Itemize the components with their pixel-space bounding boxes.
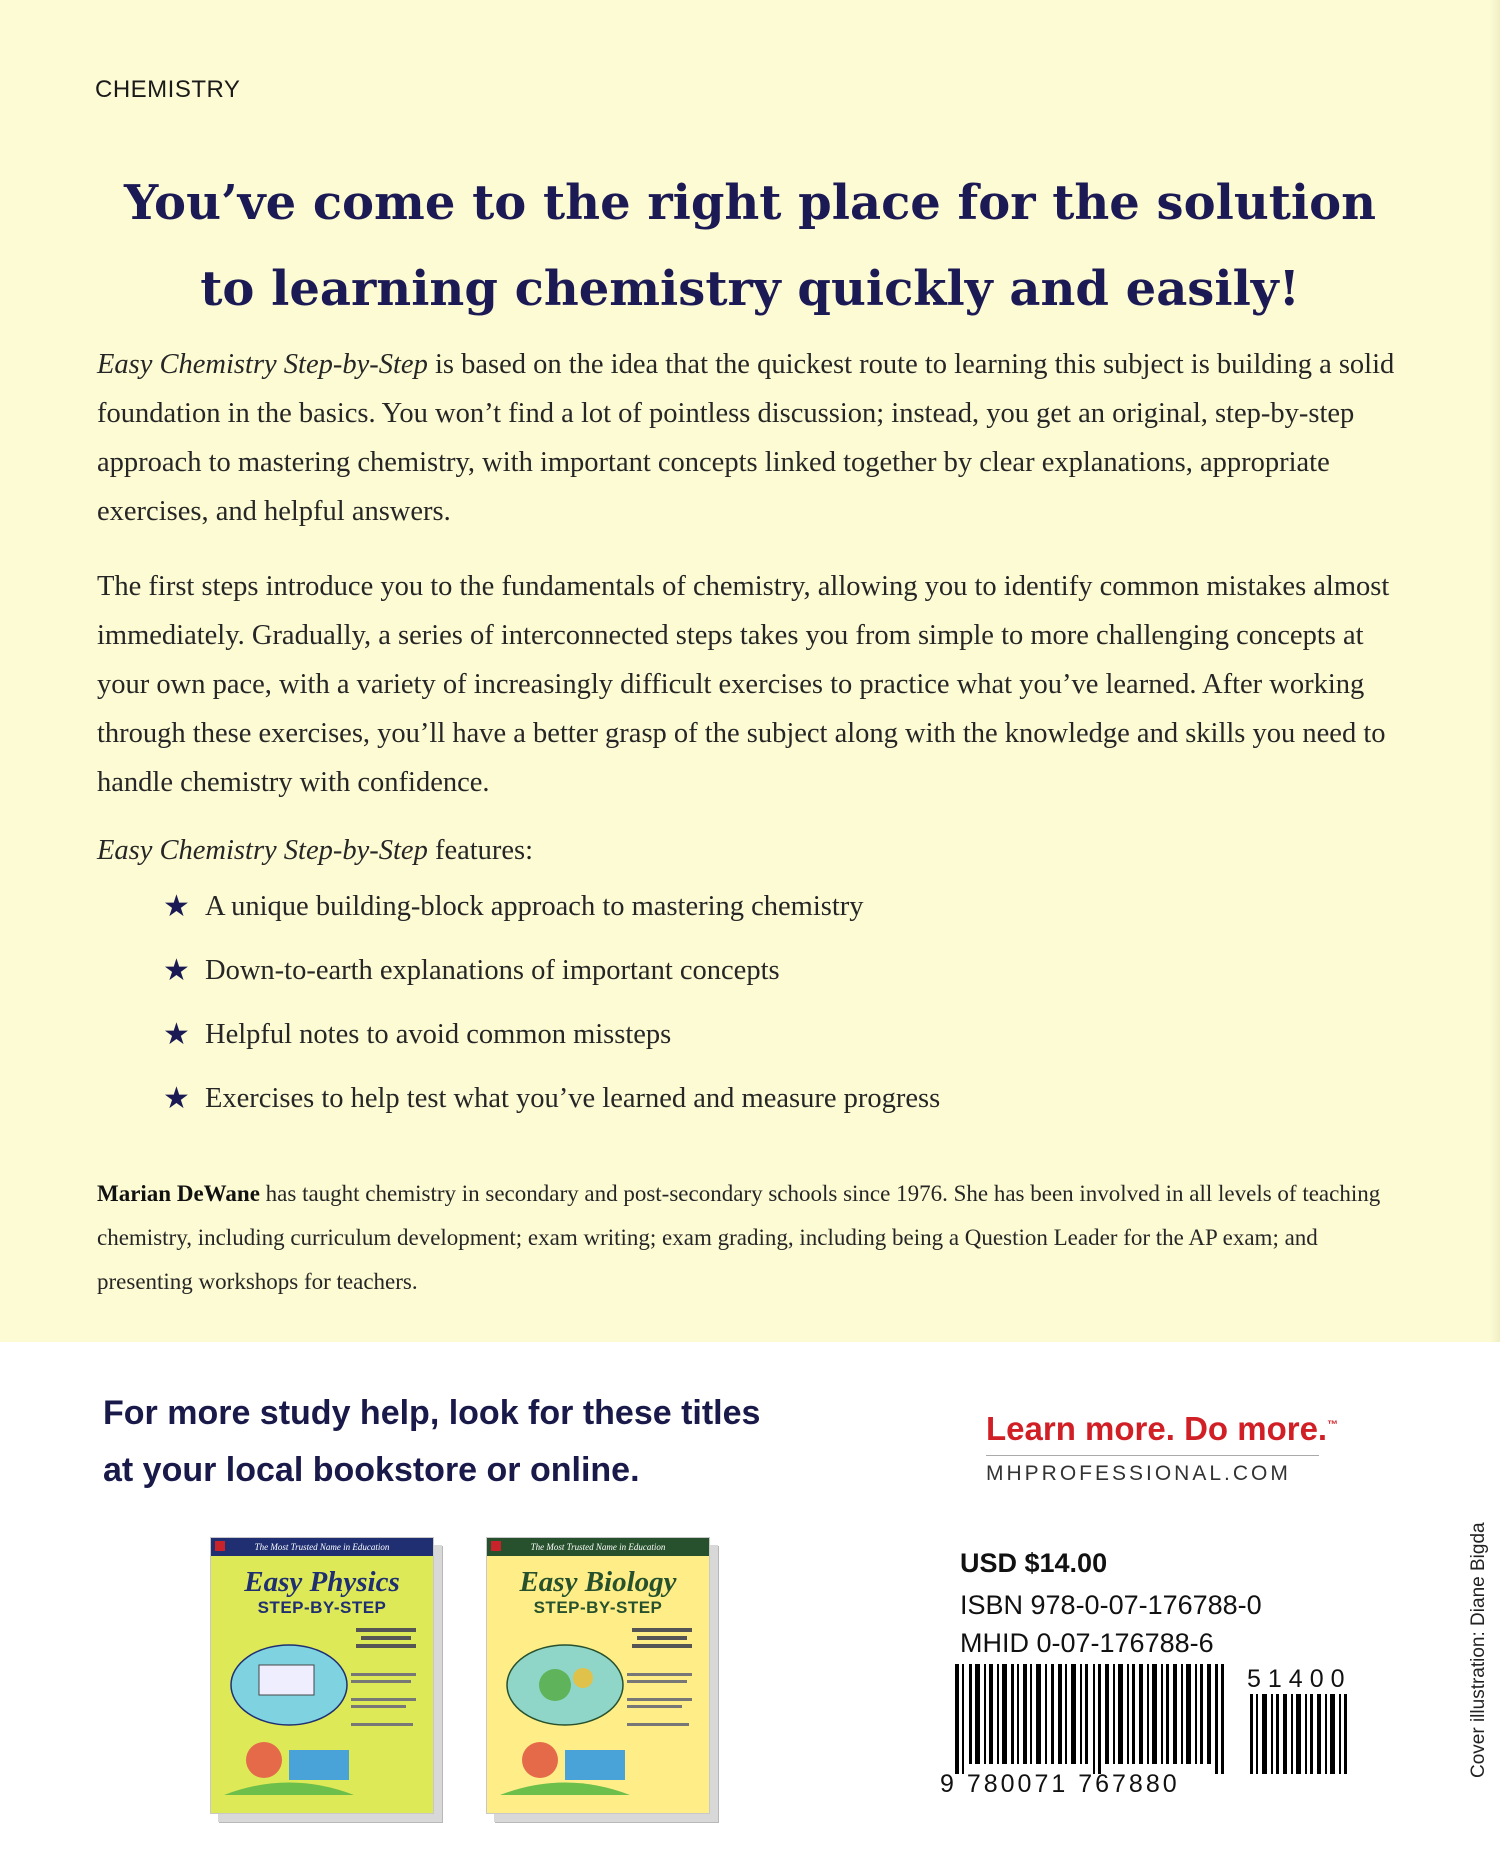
second-paragraph: The first steps introduce you to the fundamentals of chemistry, allowing you to identify common mistakes almost immediately. Gradually, a series of interconnected steps takes you from simple to more challenging concepts at your own pace, with a variety of increasingly difficult exercises to practice what you’ve learned. After working through these exercises, you’ll have a better grasp of the subject along with the knowledge and skills you need to handle chemistry with confidence. — [97, 571, 1390, 798]
trademark-mark: ™ — [1327, 1419, 1339, 1431]
mhid: MHID 0-07-176788-6 — [960, 1628, 1214, 1658]
cover-blurb-icon — [627, 1628, 697, 1750]
author-bio — [97, 1172, 1397, 1304]
feature-list — [163, 887, 940, 1143]
more-help-line-1: For more study help, look for these titles — [103, 1394, 761, 1432]
related-book-biology — [486, 1537, 710, 1814]
page-edge — [1490, 0, 1500, 1342]
price: USD $14.00 — [960, 1548, 1108, 1578]
cover-illustration-icon — [495, 1630, 635, 1800]
feature-text: A unique building-block approach to mastering chemistry — [205, 891, 864, 922]
features-intro — [97, 835, 533, 867]
author-bio-text: has taught chemistry in secondary and post-secondary schools since 1976. She has been involved in all levels of teaching chemistry, including curriculum development; exam writing; exam grading, including being a Question Leader for the AP exam; and presenting workshops for teachers. — [97, 1181, 1381, 1294]
cover-blurb-icon — [351, 1628, 421, 1750]
related-book-physics — [210, 1537, 434, 1814]
cover-illustration-icon — [219, 1630, 359, 1800]
star-icon: ★ — [163, 1017, 190, 1052]
headline-line-1: You’ve come to the right place for the solution — [123, 175, 1377, 231]
intro-paragraph — [97, 340, 1397, 536]
price-code: 51400 — [1247, 1665, 1352, 1693]
star-icon: ★ — [163, 889, 190, 924]
feature-text: Helpful notes to avoid common missteps — [205, 1019, 672, 1050]
book-title: Easy Biology — [519, 1566, 677, 1598]
divider — [986, 1455, 1319, 1456]
feature-text: Exercises to help test what you’ve learned and measure progress — [205, 1083, 941, 1114]
isbn: ISBN 978-0-07-176788-0 — [960, 1590, 1262, 1620]
star-icon: ★ — [163, 1081, 190, 1116]
series-band: The Most Trusted Name in Education — [487, 1538, 709, 1556]
publisher-logo-icon — [215, 1541, 225, 1551]
feature-item — [163, 1079, 940, 1143]
category-label: CHEMISTRY — [95, 76, 241, 103]
feature-item — [163, 951, 940, 1015]
publisher-tagline — [986, 1410, 1338, 1448]
intro-paragraph-text: is based on the idea that the quickest route to learning this subject is building a solid foundation in the basics. You won’t find a lot of pointless discussion; instead, you get an original, step-by-step approach to mastering chemistry, with important concepts linked together by clear explanations, appropriate exercises, and helpful answers. — [97, 349, 1395, 527]
cover-credit: Cover illustration: Diane Bigda — [1468, 1522, 1489, 1778]
author-name: Marian DeWane — [97, 1181, 260, 1206]
barcode-digits: 9 780071 767880 — [940, 1770, 1180, 1798]
feature-item — [163, 1015, 940, 1079]
publisher-website: MHPROFESSIONAL.COM — [986, 1462, 1291, 1485]
features-intro-text: features: — [427, 835, 534, 866]
book-title-italic: Easy Chemistry Step-by-Step — [97, 349, 428, 380]
features-book-title: Easy Chemistry Step-by-Step — [97, 835, 428, 866]
headline — [60, 160, 1440, 332]
feature-text: Down-to-earth explanations of important concepts — [205, 955, 780, 986]
star-icon: ★ — [163, 953, 190, 988]
series-band: The Most Trusted Name in Education — [211, 1538, 433, 1556]
book-subtitle: STEP-BY-STEP — [257, 1598, 387, 1617]
more-help-line-2: at your local bookstore or online. — [103, 1451, 640, 1489]
publisher-logo-icon — [491, 1541, 501, 1551]
book-subtitle: STEP-BY-STEP — [533, 1598, 663, 1617]
headline-line-2: to learning chemistry quickly and easily! — [200, 261, 1300, 317]
feature-item — [163, 887, 940, 951]
book-title: Easy Physics — [244, 1566, 400, 1598]
more-help-heading — [103, 1385, 863, 1499]
tagline-text: Learn more. Do more. — [986, 1410, 1328, 1447]
